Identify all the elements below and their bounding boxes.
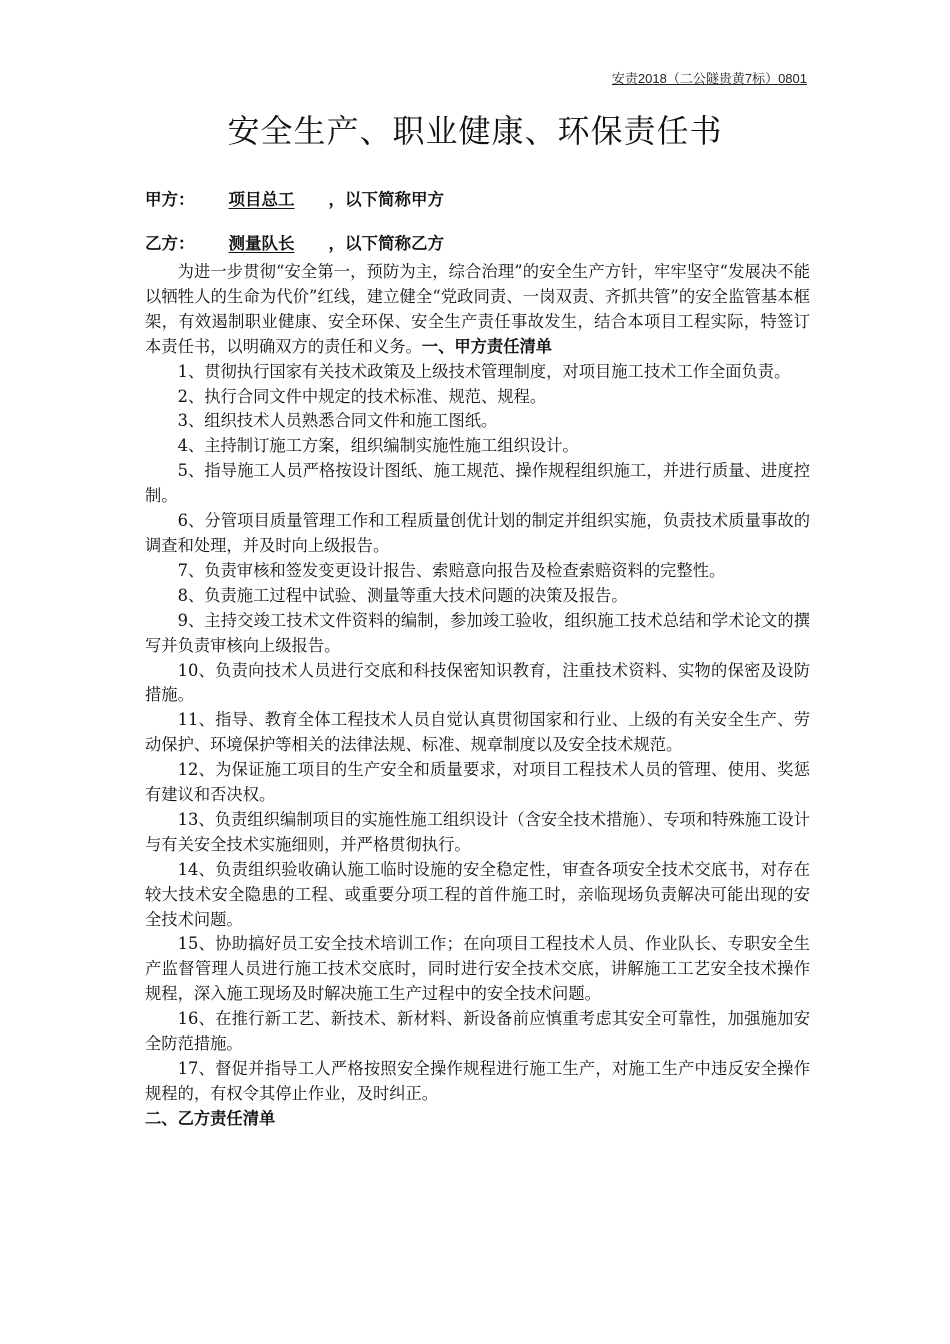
list-item: 15、协助搞好员工安全技术培训工作；在向项目工程技术人员、作业队长、专职安全生产监督管理人员进行施工技术交底时，同时进行安全技术交底，讲解施工工艺安全技术操作规程，深入施工现场及时解决施工生产过程中的安全技术问题。: [145, 934, 810, 1004]
list-item: 5、指导施工人员严格按设计图纸、施工规范、操作规程组织施工，并进行质量、进度控制。: [145, 461, 810, 506]
party-a-line: [145, 186, 444, 210]
list-item: 2、执行合同文件中规定的技术标准、规范、规程。: [177, 386, 547, 406]
list-item: 14、负责组织验收确认施工临时设施的安全稳定性，审查各项安全技术交底书，对存在较大技术安全隐患的工程、或重要分项工程的首件施工时，亲临现场负责解决可能出现的安全技术问题。: [145, 859, 810, 929]
party-b-name: 测量队长: [228, 234, 295, 253]
list-item: 10、负责向技术人员进行交底和科技保密知识教育，注重技术资料、实物的保密及设防措施。: [145, 660, 810, 705]
list-item: 7、负责审核和签发变更设计报告、索赔意向报告及检查索赔资料的完整性。: [177, 560, 726, 580]
party-b-line: [145, 230, 444, 254]
document-body: [145, 260, 810, 1132]
party-a-name: 项目总工: [228, 190, 295, 209]
list-item: 11、指导、教育全体工程技术人员自觉认真贯彻国家和行业、上级的有关安全生产、劳动保护、环境保护等相关的法律法规、标准、规章制度以及安全技术规范。: [145, 710, 810, 755]
list-item: 6、分管项目质量管理工作和工程质量创优计划的制定并组织实施，负责技术质量事故的调查和处理，并及时向上级报告。: [145, 511, 810, 555]
list-item: 9、主持交竣工技术文件资料的编制，参加竣工验收，组织施工技术总结和学术论文的撰写并负责审核向上级报告。: [145, 610, 810, 655]
list-item: 13、负责组织编制项目的实施性施工组织设计（含安全技术措施）、专项和特殊施工设计与有关安全技术实施细则，并严格贯彻执行。: [145, 809, 810, 854]
section-b-title: 二、乙方责任清单: [145, 1108, 276, 1128]
list-item: 16、在推行新工艺、新技术、新材料、新设备前应慎重考虑其安全可靠性，加强施加安全防范措施。: [145, 1009, 810, 1054]
list-item: 17、督促并指导工人严格按照安全操作规程进行施工生产，对施工生产中违反安全操作规程的，有权令其停止作业，及时纠正。: [145, 1059, 810, 1103]
list-item: 3、组织技术人员熟悉合同文件和施工图纸。: [177, 411, 498, 431]
intro-paragraph: [145, 260, 810, 360]
list-item: 4、主持制订施工方案，组织编制实施性施工组织设计。: [177, 436, 579, 456]
list-item: 12、为保证施工项目的生产安全和质量要求，对项目工程技术人员的管理、使用、奖惩有建议和否决权。: [145, 760, 810, 805]
party-a-label: 甲方：: [145, 190, 195, 209]
intro-text: 为进一步贯彻“安全第一，预防为主，综合治理”的安全生产方针，牢牢坚守“发展决不能以牺牲人的生命为代价”红线，建立健全“党政同责、一岗双责、齐抓共管”的安全监管基本框架，有效遏制职业健康、安全环保、安全生产责任事故发生，结合本项目工程实际，特签订本责任书，以明确双方的责任和义务。: [145, 262, 810, 356]
document-reference-number: 安责2018（二公隧贵黄7标）0801: [611, 71, 807, 86]
section-a-title: 一、甲方责任清单: [421, 336, 553, 356]
party-b-suffix: ，以下简称乙方: [328, 234, 444, 253]
list-item: 1、贯彻执行国家有关技术政策及上级技术管理制度，对项目施工技术工作全面负责。: [177, 361, 791, 381]
party-b-label: 乙方：: [145, 234, 195, 253]
document-title: 安全生产、职业健康、环保责任书: [227, 112, 723, 150]
list-item: 8、负责施工过程中试验、测量等重大技术问题的决策及报告。: [177, 585, 628, 605]
party-a-suffix: ，以下简称甲方: [328, 190, 444, 209]
